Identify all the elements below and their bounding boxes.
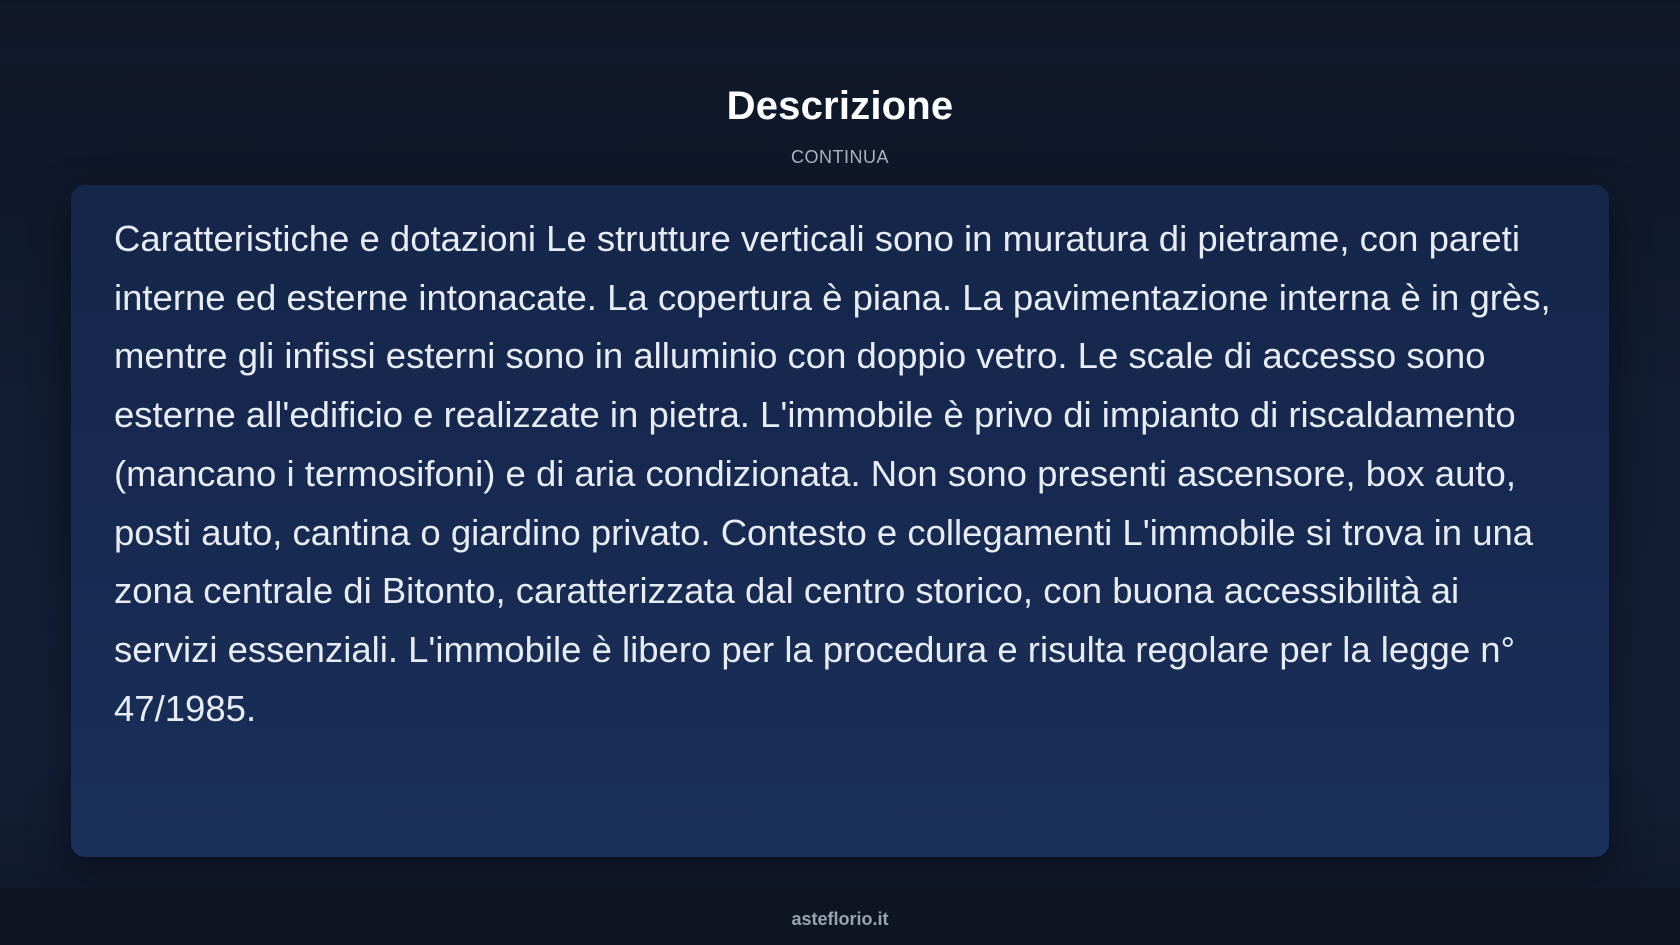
page-title: Descrizione: [726, 84, 954, 128]
footer: [0, 888, 1680, 945]
description-card: [71, 185, 1609, 857]
description-text: Caratteristiche e dotazioni Le strutture verticali sono in muratura di pietrame, con pareti interne ed esterne intonacate. La copertura è piana. La pavimentazione interna è in grès, mentre gli infissi esterni sono in alluminio con doppio vetro. Le scale di accesso sono esterne all'edificio e realizzate in pietra. L'immobile è privo di impianto di riscaldamento (mancano i termosifoni) e di aria condizionata. Non sono presenti ascensore, box auto, posti auto, cantina o giardino privato. Contesto e collegamenti L'immobile si trova in una zona centrale di Bitonto, caratterizzata dal centro storico, con buona accessibilità ai servizi essenziali. L'immobile è libero per la procedura e risulta regolare per la legge n° 47/1985.: [114, 218, 1551, 729]
section-header: [0, 78, 1680, 168]
continuation-label: CONTINUA: [791, 147, 889, 167]
top-bar: [0, 0, 1680, 64]
footer-site-name: asteflorio.it: [791, 909, 889, 929]
